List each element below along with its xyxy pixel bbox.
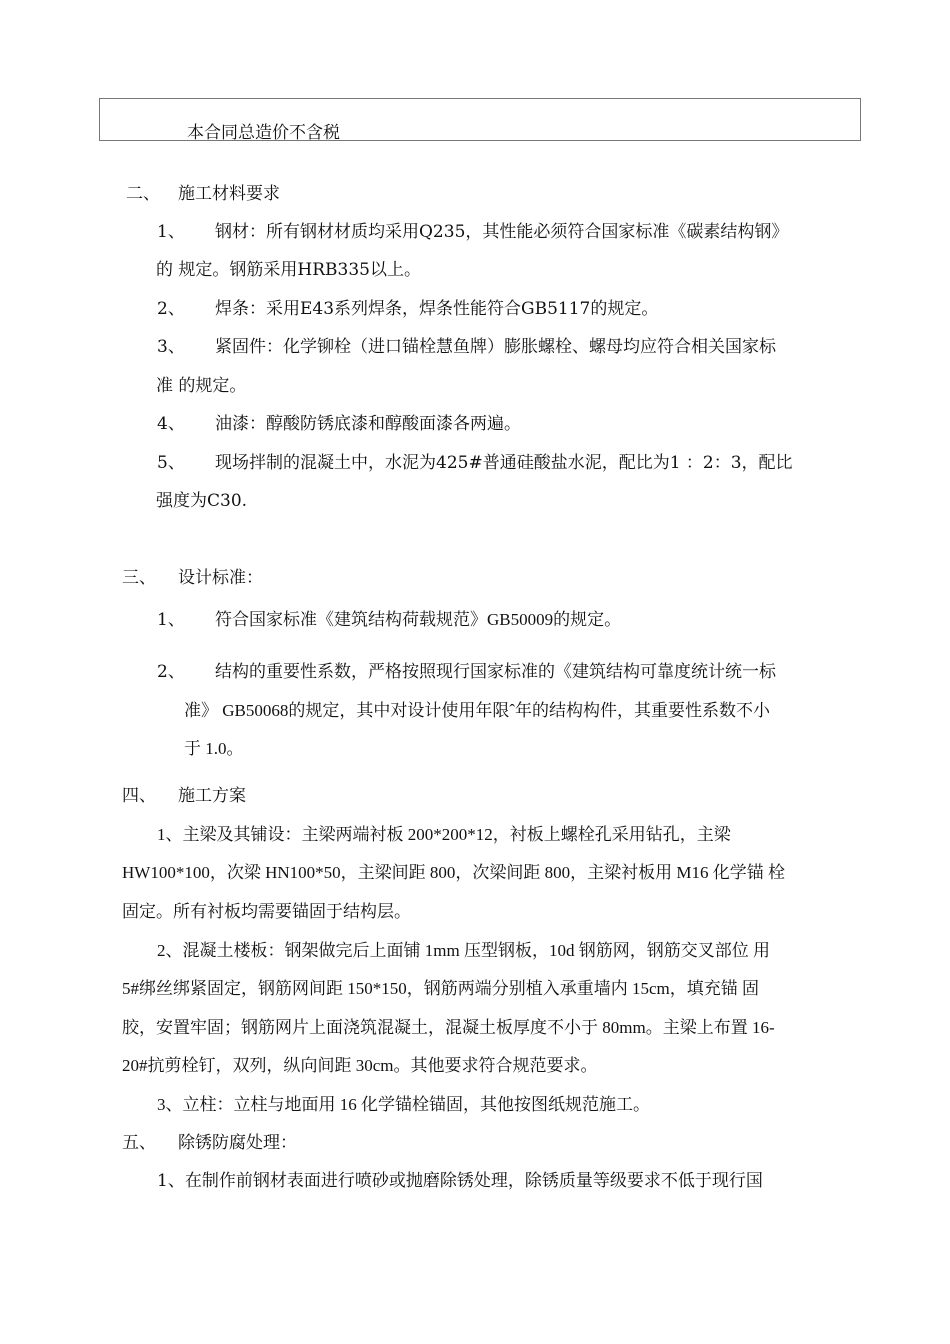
section-5-title: 除锈防腐处理：: [178, 1133, 297, 1153]
section-3-number: 三、: [122, 568, 156, 588]
sec4-p1-line3: 固定。所有衬板均需要锚固于结构层。: [122, 902, 411, 921]
sec2-item4-number: 4、: [157, 414, 185, 434]
section-2-title: 施工材料要求: [178, 184, 280, 204]
sec2-item1-number: 1、: [157, 222, 185, 242]
section-4-title: 施工方案: [178, 786, 246, 806]
price-note-text: 本合同总造价不含税: [187, 123, 340, 143]
sec4-p1-line1: 1、主梁及其铺设：主梁两端衬板 200*200*12，衬板上螺栓孔采用钻孔，主梁: [157, 825, 731, 844]
sec2-item5-line2: 强度为C30.: [156, 491, 248, 511]
sec4-p2-line2: 5#绑丝绑紧固定，钢筋网间距 150*150，钢筋两端分别植入承重墙内 15cm，填充锚 固: [122, 979, 760, 998]
sec3-item2-line2: 准》 GB50068的规定，其中对设计使用年限ˆ年的结构构件，其重要性系数不小: [184, 701, 771, 720]
sec2-item2-number: 2、: [157, 299, 185, 319]
sec2-item2-line1: 焊条：采用E43系列焊条，焊条性能符合GB5117的规定。: [215, 299, 659, 319]
sec3-item1-line1: 符合国家标准《建筑结构荷载规范》GB50009的规定。: [215, 610, 622, 629]
sec4-p3: 3、立柱：立柱与地面用 16 化学锚栓锚固，其他按图纸规范施工。: [157, 1095, 650, 1114]
section-5-number: 五、: [122, 1133, 156, 1153]
sec2-item4-line1: 油漆：醇酸防锈底漆和醇酸面漆各两遍。: [215, 414, 521, 434]
sec2-item3-number: 3、: [157, 337, 185, 357]
sec3-item1-number: 1、: [157, 610, 185, 630]
sec5-p1-line1: 1、在制作前钢材表面进行喷砂或抛磨除锈处理，除锈质量等级要求不低于现行国: [157, 1171, 763, 1191]
section-3-title: 设计标准：: [178, 568, 263, 588]
sec3-item2-line3: 于 1.0。: [184, 739, 244, 758]
sec4-p2-line4: 20#抗剪栓钉，双列，纵向间距 30cm。其他要求符合规范要求。: [122, 1056, 598, 1075]
sec3-item2-line1: 结构的重要性系数，严格按照现行国家标准的《建筑结构可靠度统计统一标: [215, 662, 776, 682]
sec2-item3-line2: 准 的规定。: [156, 376, 247, 396]
section-2-number: 二、: [126, 184, 160, 204]
sec2-item5-line1: 现场拌制的混凝土中，水泥为425#普通硅酸盐水泥，配比为1 ：2：3，配比: [215, 453, 793, 473]
sec2-item3-line1: 紧固件：化学铆栓（进口锚栓慧鱼牌）膨胀螺栓、螺母均应符合相关国家标: [215, 337, 776, 357]
sec4-p1-line2: HW100*100，次梁 HN100*50，主梁间距 800，次梁间距 800，主梁衬板用 M16 化学锚 栓: [122, 863, 785, 882]
sec4-p2-line1: 2、混凝土楼板：钢架做完后上面铺 1mm 压型钢板，10d 钢筋网，钢筋交叉部位 用: [157, 941, 770, 960]
sec2-item5-number: 5、: [157, 453, 185, 473]
section-4-number: 四、: [122, 786, 156, 806]
sec4-p2-line3: 胶，安置牢固；钢筋网片上面浇筑混凝土，混凝土板厚度不小于 80mm。主梁上布置 16-: [122, 1018, 775, 1037]
price-note-box: [99, 98, 861, 141]
sec2-item1-line1: 钢材：所有钢材材质均采用Q235，其性能必须符合国家标准《碳素结构钢》: [215, 222, 789, 242]
sec2-item1-line2: 的 规定。钢筋采用HRB335以上。: [156, 260, 421, 280]
sec3-item2-number: 2、: [157, 662, 185, 682]
